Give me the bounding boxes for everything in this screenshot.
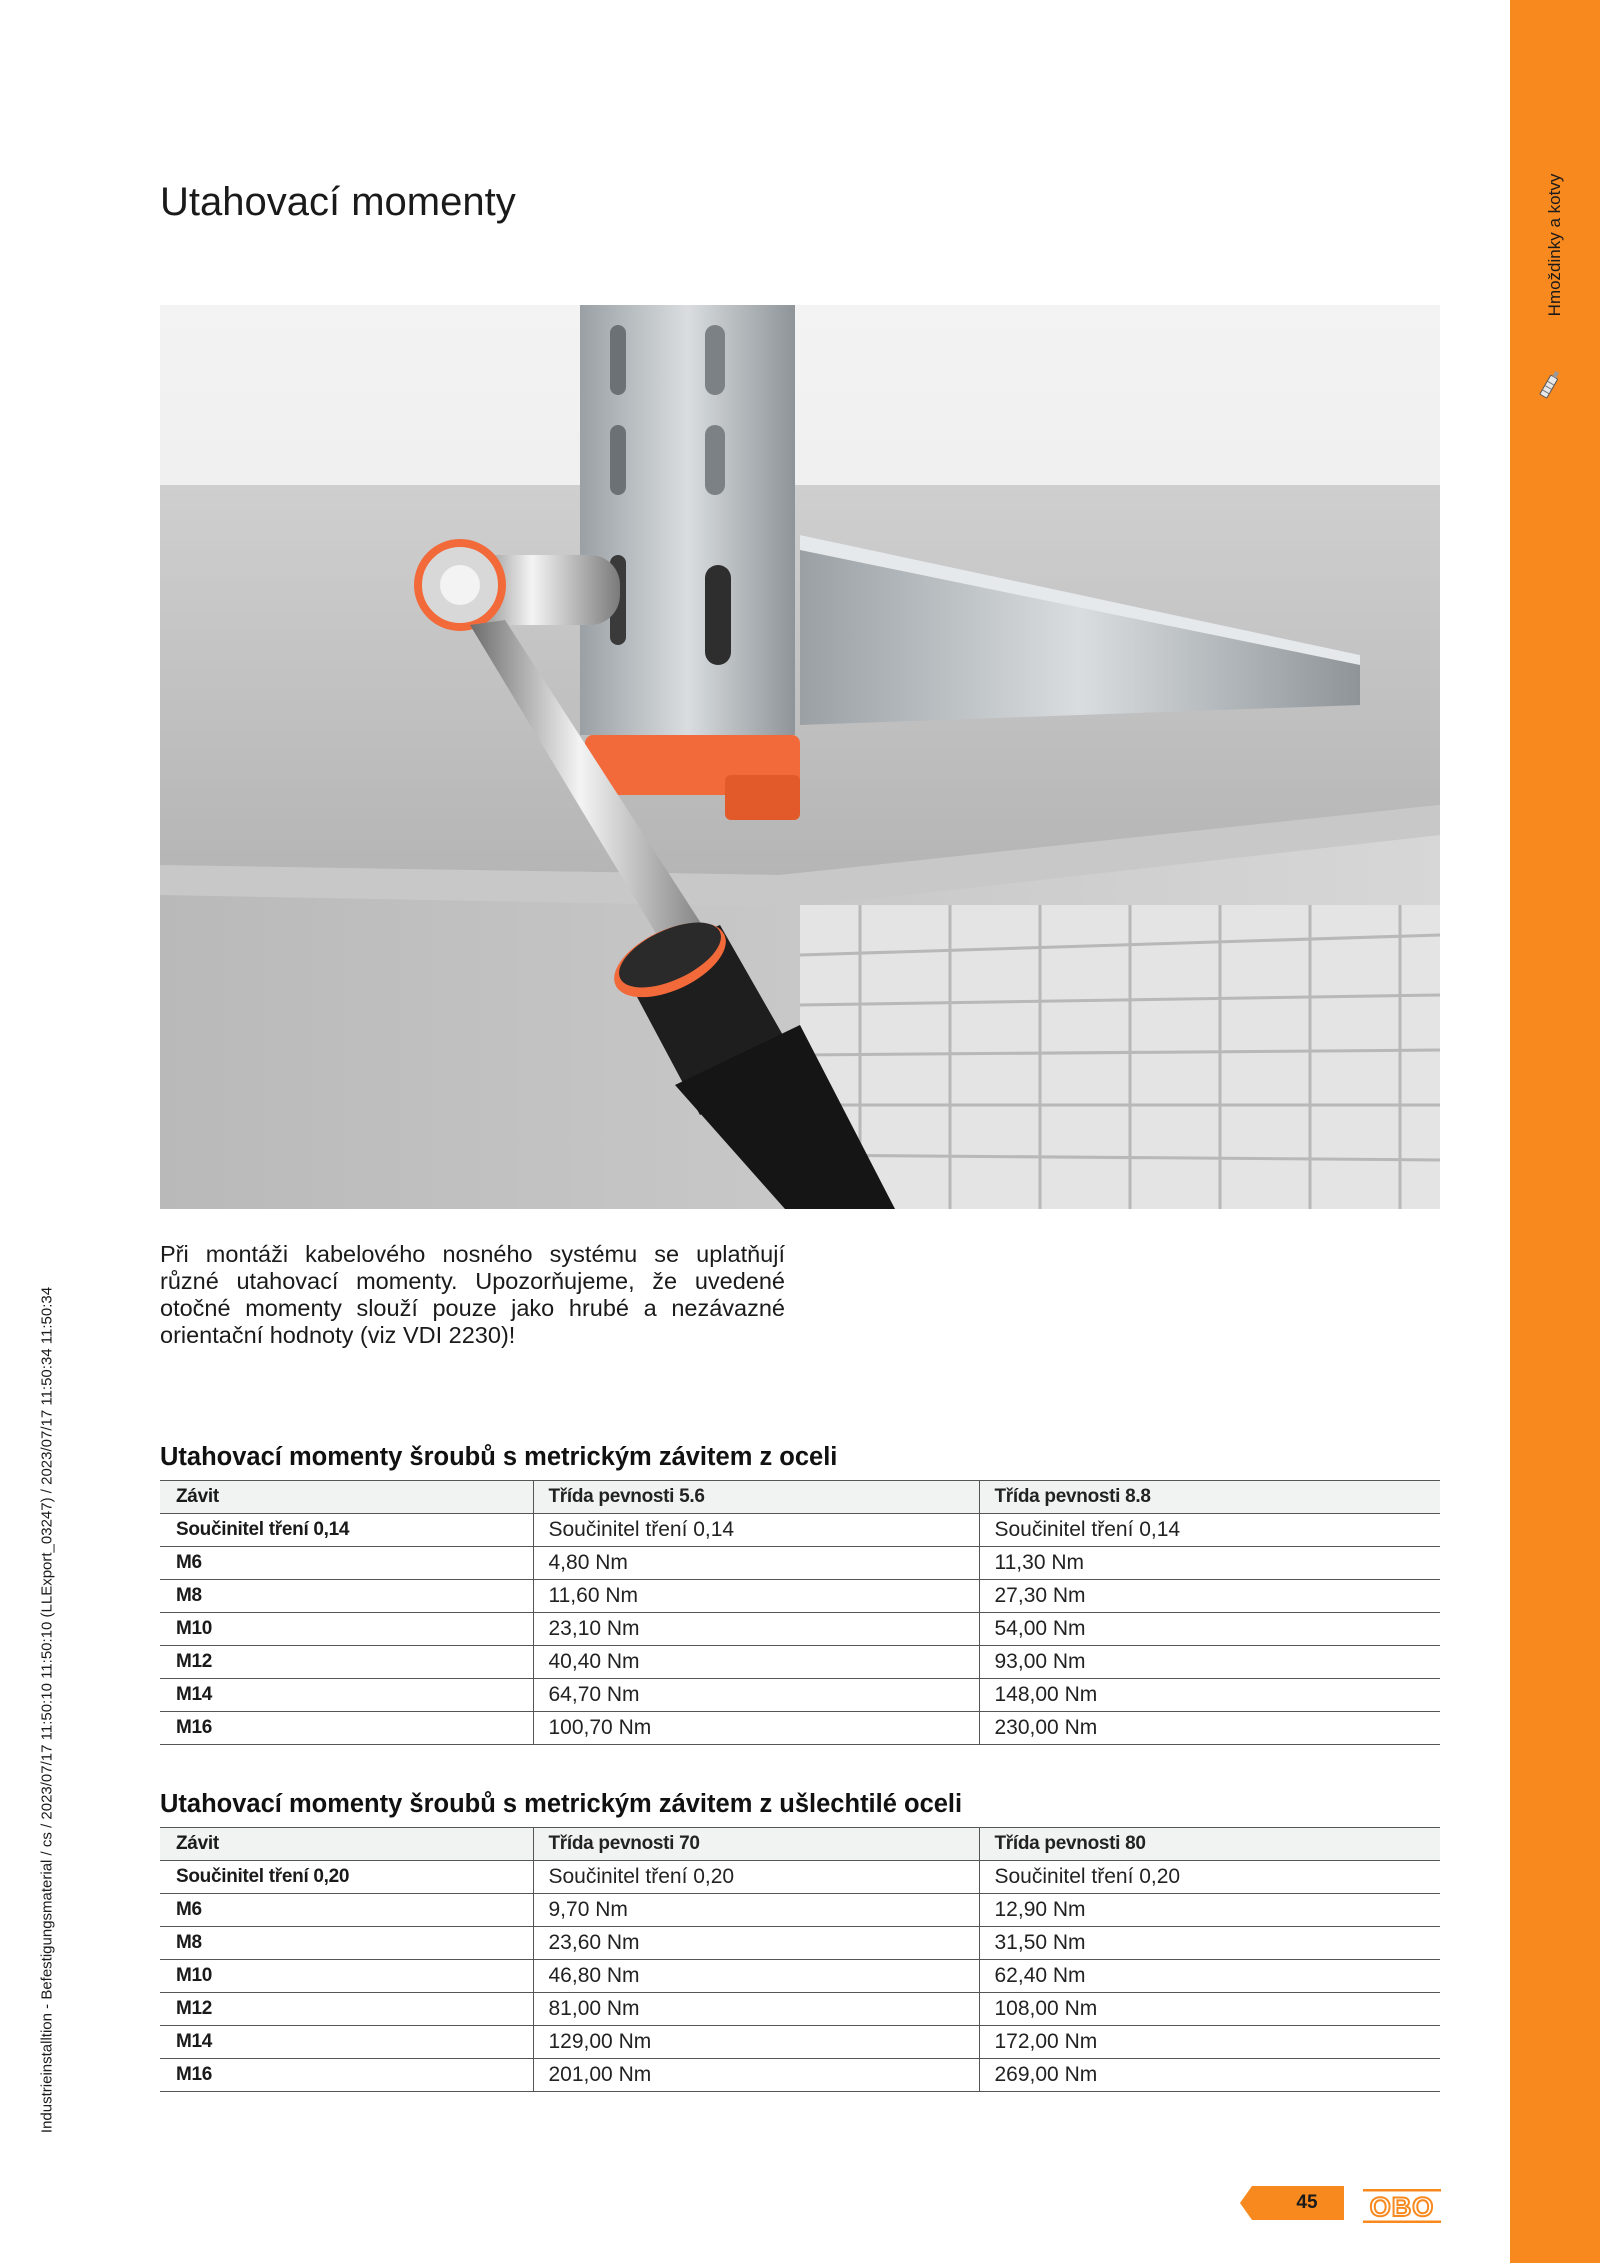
header-cell: Třída pevnosti 8.8	[979, 1481, 1440, 1514]
table-cell: 93,00 Nm	[979, 1646, 1440, 1679]
row-label: M16	[160, 1712, 533, 1745]
row-label: M8	[160, 1580, 533, 1613]
table-cell: Součinitel tření 0,14	[533, 1514, 979, 1547]
row-label: M6	[160, 1894, 533, 1927]
table-cell: 27,30 Nm	[979, 1580, 1440, 1613]
table-row	[160, 1679, 1440, 1712]
obo-logo	[1362, 2188, 1442, 2229]
table-row	[160, 1927, 1440, 1960]
table-cell: 11,30 Nm	[979, 1547, 1440, 1580]
table-cell: 62,40 Nm	[979, 1960, 1440, 1993]
chapter-label: Hmoždinky a kotvy	[1545, 173, 1564, 317]
table-cell: 269,00 Nm	[979, 2059, 1440, 2092]
header-cell: Závit	[160, 1481, 533, 1514]
table-cell: Součinitel tření 0,20	[979, 1861, 1440, 1894]
table-cell: 100,70 Nm	[533, 1712, 979, 1745]
row-label: Součinitel tření 0,20	[160, 1861, 533, 1894]
table-cell: 54,00 Nm	[979, 1613, 1440, 1646]
row-label: M14	[160, 1679, 533, 1712]
row-label: M8	[160, 1927, 533, 1960]
chapter-sidebar	[1510, 0, 1600, 2263]
torque-wrench-photo	[160, 305, 1440, 1209]
table-cell: 11,60 Nm	[533, 1580, 979, 1613]
table-header-row	[160, 1481, 1440, 1514]
table-row	[160, 1712, 1440, 1745]
table-row	[160, 1580, 1440, 1613]
table-cell: 148,00 Nm	[979, 1679, 1440, 1712]
table-row	[160, 1894, 1440, 1927]
table-cell: 64,70 Nm	[533, 1679, 979, 1712]
intro-paragraph: Při montáži kabelového nosného systému se uplatňují různé utahovací momenty. Upozorňujeme, že uvedené otočné momenty slouží pouze jako hrubé a nezávazné orientační hodnoty (viz VDI 2230)!	[160, 1241, 785, 1348]
table-row	[160, 1646, 1440, 1679]
table-cell: 9,70 Nm	[533, 1894, 979, 1927]
stainless-torque-table	[160, 1827, 1440, 2092]
table-cell: Součinitel tření 0,14	[979, 1514, 1440, 1547]
header-cell: Závit	[160, 1828, 533, 1861]
table-row	[160, 1993, 1440, 2026]
table-row	[160, 1514, 1440, 1547]
page-title: Utahovací momenty	[160, 180, 516, 224]
page-number: 45	[1296, 2192, 1318, 2213]
table-row	[160, 1960, 1440, 1993]
table-header-row	[160, 1828, 1440, 1861]
row-label: M10	[160, 1613, 533, 1646]
steel-torque-table	[160, 1480, 1440, 1745]
table-1-title: Utahovací momenty šroubů s metrickým závitem z oceli	[160, 1443, 838, 1471]
table-cell: 23,60 Nm	[533, 1927, 979, 1960]
row-label: M12	[160, 1646, 533, 1679]
table-cell: 23,10 Nm	[533, 1613, 979, 1646]
row-label: M12	[160, 1993, 533, 2026]
header-cell: Třída pevnosti 70	[533, 1828, 979, 1861]
table-cell: 31,50 Nm	[979, 1927, 1440, 1960]
table-cell: 201,00 Nm	[533, 2059, 979, 2092]
table-cell: 40,40 Nm	[533, 1646, 979, 1679]
table-row	[160, 2026, 1440, 2059]
row-label: Součinitel tření 0,14	[160, 1514, 533, 1547]
row-label: M16	[160, 2059, 533, 2092]
page-number-tab	[1240, 2186, 1344, 2220]
row-label: M6	[160, 1547, 533, 1580]
table-cell: Součinitel tření 0,20	[533, 1861, 979, 1894]
table-cell: 46,80 Nm	[533, 1960, 979, 1993]
table-cell: 12,90 Nm	[979, 1894, 1440, 1927]
table-cell: 108,00 Nm	[979, 1993, 1440, 2026]
table-cell: 172,00 Nm	[979, 2026, 1440, 2059]
table-row	[160, 1547, 1440, 1580]
table-cell: 230,00 Nm	[979, 1712, 1440, 1745]
table-cell: 129,00 Nm	[533, 2026, 979, 2059]
header-cell: Třída pevnosti 80	[979, 1828, 1440, 1861]
table-row	[160, 1613, 1440, 1646]
table-cell: 4,80 Nm	[533, 1547, 979, 1580]
table-row	[160, 1861, 1440, 1894]
export-meta-line: Industrieinstalltion - Befestigungsmaterial / cs / 2023/07/17 11:50:10 11:50:10 (LLExport_03247) / 2023/07/17 11:50:34 11:50:34	[38, 1286, 56, 2134]
svg-text:OBO: OBO	[1369, 2192, 1435, 2222]
table-row	[160, 2059, 1440, 2092]
header-cell: Třída pevnosti 5.6	[533, 1481, 979, 1514]
row-label: M10	[160, 1960, 533, 1993]
table-2-title: Utahovací momenty šroubů s metrickým závitem z ušlechtilé oceli	[160, 1790, 963, 1818]
row-label: M14	[160, 2026, 533, 2059]
table-cell: 81,00 Nm	[533, 1993, 979, 2026]
